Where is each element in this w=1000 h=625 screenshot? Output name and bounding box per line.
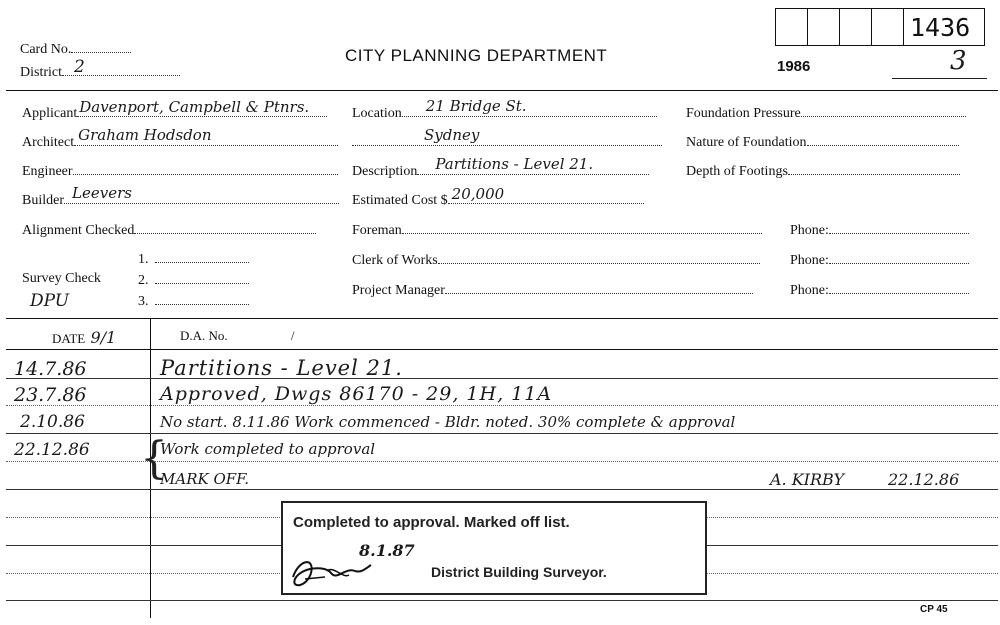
architect-label: Architect bbox=[22, 135, 75, 150]
estimated-cost-label: Estimated Cost $ bbox=[352, 193, 448, 208]
depth-field bbox=[686, 162, 960, 180]
card-no-label: Card No. bbox=[20, 42, 72, 57]
card-number-box-1 bbox=[775, 8, 808, 46]
description-field bbox=[352, 155, 649, 180]
engineer-label: Engineer bbox=[22, 164, 73, 179]
log-row-3-date: 2.10.86 bbox=[20, 412, 85, 432]
district-field bbox=[20, 57, 180, 81]
estimated-cost-value: 20,000 bbox=[451, 185, 505, 203]
engineer-field bbox=[22, 162, 338, 180]
applicant-value: Davenport, Campbell & Ptnrs. bbox=[79, 98, 310, 116]
log-rule-line bbox=[6, 489, 998, 490]
page-title: CITY PLANNING DEPARTMENT bbox=[345, 46, 608, 65]
location-value-2: Sydney bbox=[424, 126, 480, 144]
location-field bbox=[352, 97, 657, 122]
survey-item-3: 3. bbox=[138, 292, 249, 310]
builder-label: Builder bbox=[22, 193, 64, 208]
applicant-label: Applicant bbox=[22, 106, 78, 121]
log-rule-line bbox=[6, 378, 998, 379]
year: 1986 bbox=[777, 58, 811, 75]
form-code: CP 45 bbox=[920, 604, 948, 615]
location-label: Location bbox=[352, 106, 402, 121]
district-label: District bbox=[20, 65, 62, 80]
nature-label: Nature of Foundation bbox=[686, 135, 807, 150]
log-brace: { bbox=[140, 433, 168, 484]
signature-icon bbox=[285, 549, 375, 593]
foreman-field bbox=[352, 221, 762, 239]
survey-item-1: 1. bbox=[138, 250, 249, 268]
card-number-box-4 bbox=[871, 8, 904, 46]
log-row-5-entry: MARK OFF. bbox=[160, 470, 250, 488]
log-row-1-entry: Partitions - Level 21. bbox=[160, 356, 403, 380]
card-number: 1436 bbox=[910, 13, 971, 42]
log-rule-line bbox=[6, 600, 998, 601]
date-header-mark: 9/1 bbox=[90, 328, 117, 347]
signoff-name: A. KIRBY bbox=[770, 470, 845, 489]
clerk-label: Clerk of Works bbox=[352, 253, 438, 268]
description-value: Partitions - Level 21. bbox=[435, 155, 594, 173]
card-number-box-main bbox=[903, 8, 985, 46]
log-row-1-date: 14.7.86 bbox=[14, 358, 87, 380]
da-slash: / bbox=[290, 328, 295, 343]
log-row-4-date: 22.12.86 bbox=[14, 440, 90, 460]
survey-initials: DPU bbox=[30, 291, 70, 311]
log-row-2-entry: Approved, Dwgs 86170 - 29, 1H, 11A bbox=[160, 383, 553, 405]
alignment-label: Alignment Checked bbox=[22, 223, 135, 238]
survey-check-label: Survey Check bbox=[22, 271, 101, 286]
pm-phone-field: Phone: bbox=[790, 281, 969, 299]
location-value: 21 Bridge St. bbox=[425, 97, 527, 115]
architect-value: Graham Hodsdon bbox=[78, 126, 212, 144]
project-manager-field bbox=[352, 281, 753, 299]
stamp-line-2: District Building Surveyor. bbox=[431, 564, 607, 580]
foreman-phone-field: Phone: bbox=[790, 221, 969, 239]
description-label: Description bbox=[352, 164, 418, 179]
stamp-line-1: Completed to approval. Marked off list. bbox=[293, 514, 570, 531]
survey-item-2: 2. bbox=[138, 271, 249, 289]
log-top-rule bbox=[6, 318, 998, 319]
sheet-number: 3 bbox=[950, 46, 967, 76]
date-header bbox=[52, 328, 116, 347]
project-manager-label: Project Manager bbox=[352, 283, 445, 298]
log-row-3-entry: No start. 8.11.86 Work commenced - Bldr. noted. 30% complete & approval bbox=[160, 413, 736, 431]
clerk-phone-field: Phone: bbox=[790, 251, 969, 269]
da-header-label: D.A. No. bbox=[180, 328, 228, 343]
estimated-cost-field bbox=[352, 185, 644, 209]
architect-field bbox=[22, 126, 338, 151]
log-header-rule bbox=[6, 349, 998, 350]
nature-field bbox=[686, 133, 959, 151]
foreman-label: Foreman bbox=[352, 223, 402, 238]
approval-stamp bbox=[281, 501, 707, 595]
log-row-2-date: 23.7.86 bbox=[14, 384, 87, 406]
da-header bbox=[180, 328, 295, 344]
card-no-field bbox=[20, 40, 131, 58]
signoff-date: 22.12.86 bbox=[888, 470, 960, 489]
alignment-field bbox=[22, 221, 316, 239]
builder-field bbox=[22, 184, 339, 209]
foundation-pressure-field bbox=[686, 104, 966, 122]
location-line-2 bbox=[352, 126, 662, 151]
card-number-box-2 bbox=[807, 8, 840, 46]
builder-value: Leevers bbox=[72, 184, 132, 202]
log-rule-line bbox=[6, 405, 998, 406]
card-number-box-3 bbox=[839, 8, 872, 46]
log-row-4-entry: Work completed to approval bbox=[160, 440, 376, 458]
clerk-field bbox=[352, 251, 760, 269]
stamp-date: 8.1.87 bbox=[359, 541, 415, 560]
depth-label: Depth of Footings bbox=[686, 164, 788, 179]
header-rule bbox=[6, 90, 998, 91]
sheet-underline bbox=[892, 78, 987, 79]
foundation-pressure-label: Foundation Pressure bbox=[686, 106, 801, 121]
applicant-field bbox=[22, 98, 327, 122]
date-header-label: DATE bbox=[52, 331, 86, 346]
district-value: 2 bbox=[74, 57, 85, 77]
